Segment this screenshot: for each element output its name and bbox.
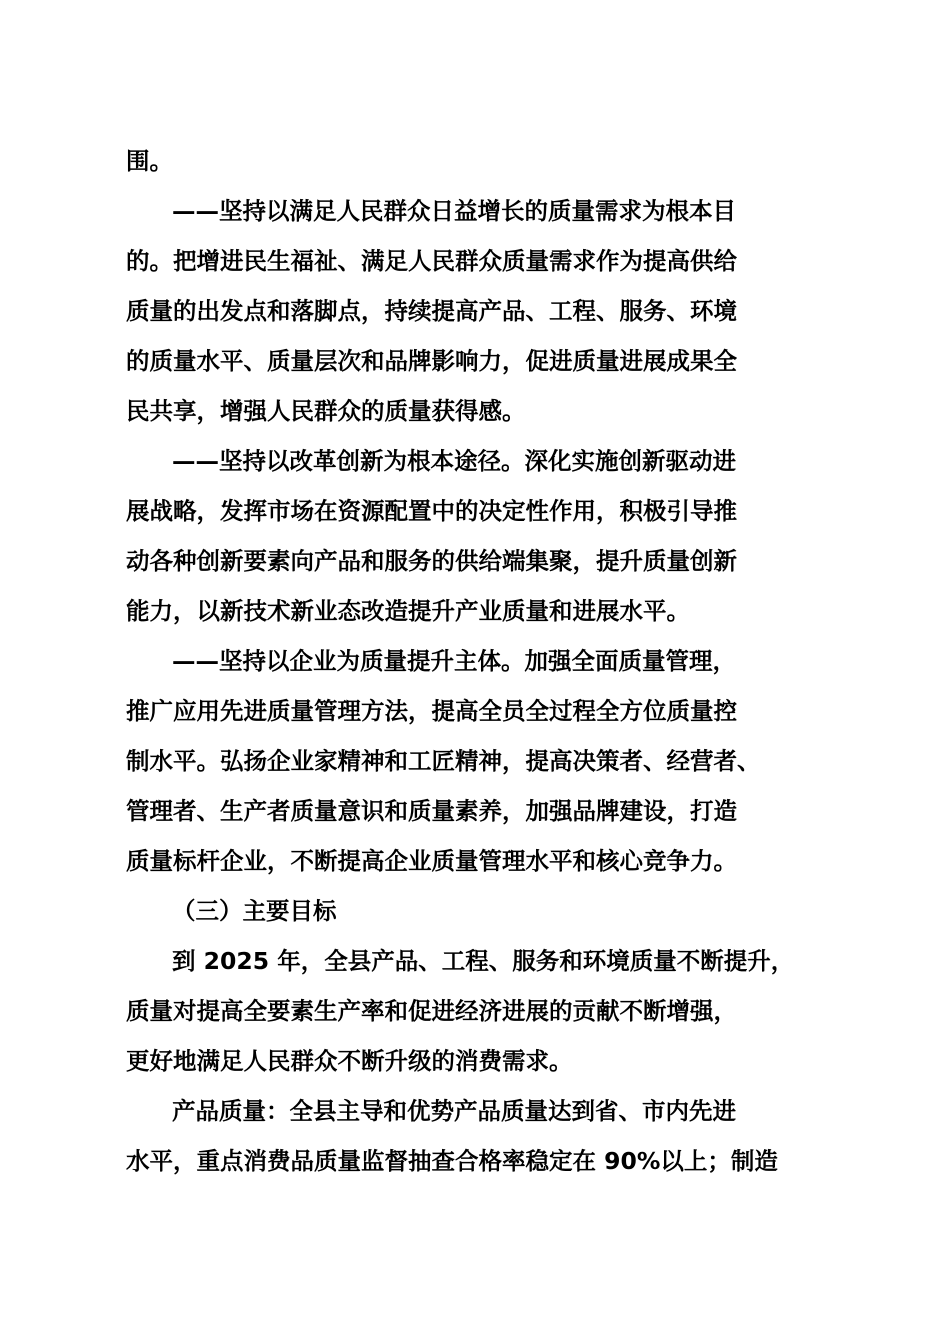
text-line: 更好地满足人民群众不断升级的消费需求。 (126, 1047, 573, 1075)
text-line: 推广应用先进质量管理方法，提高全员全过程全方位质量控 (126, 697, 737, 725)
text-line: 动各种创新要素向产品和服务的供给端集聚，提升质量创新 (126, 547, 737, 575)
text-line: 质量的出发点和落脚点，持续提高产品、工程、服务、环境 (126, 297, 737, 325)
text-line: 的质量水平、质量层次和品牌影响力，促进质量进展成果全 (126, 347, 737, 375)
text-line: 水平，重点消费品质量监督抽查合格率稳定在 90%以上；制造 (126, 1147, 778, 1175)
text-line: 管理者、生产者质量意识和质量素养，加强品牌建设，打造 (126, 797, 737, 825)
text-line: 的。把增进民生福祉、满足人民群众质量需求作为提高供给 (126, 247, 737, 275)
text-line: ——坚持以改革创新为根本途径。深化实施创新驱动进 (172, 447, 736, 475)
text-line: 制水平。弘扬企业家精神和工匠精神，提高决策者、经营者、 (126, 747, 761, 775)
text-line: 民共享，增强人民群众的质量获得感。 (126, 397, 526, 425)
text-line: 到 2025 年，全县产品、工程、服务和环境质量不断提升， (172, 947, 795, 975)
text-line: ——坚持以满足人民群众日益增长的质量需求为根本目 (172, 197, 736, 225)
text-line: ——坚持以企业为质量提升主体。加强全面质量管理， (172, 647, 736, 675)
text-line: 展战略，发挥市场在资源配置中的决定性作用，积极引导推 (126, 497, 737, 525)
text-line: 能力，以新技术新业态改造提升产业质量和进展水平。 (126, 597, 690, 625)
text-line: 围。 (126, 147, 173, 175)
section-heading: （三）主要目标 (172, 897, 337, 925)
text-line: 产品质量：全县主导和优势产品质量达到省、市内先进 (172, 1097, 736, 1125)
text-line: 质量对提高全要素生产率和促进经济进展的贡献不断增强， (126, 997, 737, 1025)
text-line: 质量标杆企业，不断提高企业质量管理水平和核心竞争力。 (126, 847, 737, 875)
